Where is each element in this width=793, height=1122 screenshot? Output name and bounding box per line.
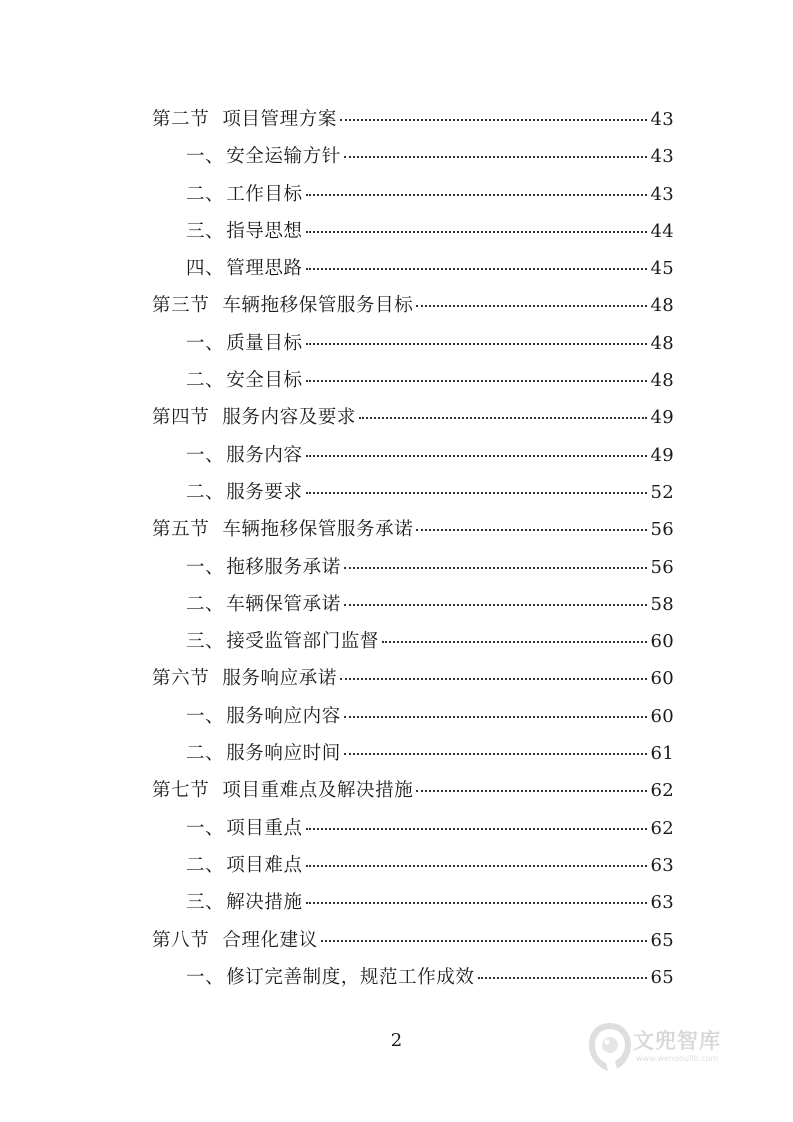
toc-entry[interactable] <box>152 325 674 362</box>
toc-leader-dots <box>306 828 648 830</box>
toc-entry-text: 工作目标 <box>226 183 303 205</box>
toc-entry[interactable] <box>152 287 674 324</box>
toc-entry-page: 63 <box>650 854 674 876</box>
toc-entry-prefix: 第三节 <box>152 295 210 317</box>
toc-entry-text: 项目管理方案 <box>222 109 337 130</box>
toc-entry-title <box>186 250 303 287</box>
toc-entry[interactable] <box>152 772 674 809</box>
toc-entry-title <box>186 847 303 884</box>
toc-entry-page: 60 <box>650 631 674 653</box>
toc-entry-text: 项目难点 <box>226 854 303 876</box>
toc-entry-title <box>186 586 341 623</box>
toc-entry-title <box>186 437 303 474</box>
toc-entry-prefix: 二、 <box>186 593 225 615</box>
toc-entry-page: 49 <box>650 444 674 466</box>
toc-entry-prefix: 二、 <box>186 743 225 765</box>
toc-entry-prefix: 第六节 <box>152 668 210 690</box>
toc-entry-title <box>186 176 303 213</box>
toc-leader-dots <box>344 753 648 755</box>
toc-entry-title <box>186 362 303 399</box>
toc-entry-text: 拖移服务承诺 <box>226 556 341 578</box>
watermark <box>586 1019 756 1079</box>
toc-entry[interactable] <box>152 623 674 660</box>
toc-entry-title <box>186 138 341 175</box>
toc-entry[interactable] <box>152 698 674 735</box>
toc-leader-dots <box>306 268 648 270</box>
toc-entry-title <box>186 884 303 921</box>
toc-entry-title <box>152 101 337 138</box>
toc-entry-text: 服务响应承诺 <box>222 668 337 690</box>
toc-entry-prefix: 一、 <box>186 556 225 578</box>
toc-entry-page: 56 <box>650 556 674 578</box>
toc-entry-prefix: 第五节 <box>152 519 210 541</box>
toc-leader-dots <box>344 156 648 158</box>
toc-entry-title <box>186 810 303 847</box>
toc-entry-prefix: 三、 <box>186 892 225 914</box>
toc-leader-dots <box>344 716 648 718</box>
toc-entry-text: 服务内容及要求 <box>222 407 357 429</box>
toc-leader-dots <box>416 305 647 307</box>
toc-entry-text: 安全运输方针 <box>226 146 341 168</box>
toc-entry-page: 48 <box>650 332 674 354</box>
toc-leader-dots <box>321 940 648 942</box>
toc-entry-title <box>152 772 413 809</box>
toc-entry-text: 项目重点 <box>226 817 303 839</box>
toc-entry[interactable] <box>152 101 674 138</box>
toc-entry-title <box>186 735 341 772</box>
toc-entry-page: 65 <box>650 966 674 988</box>
toc-entry-prefix: 第八节 <box>152 929 210 951</box>
toc-leader-dots <box>306 231 648 233</box>
toc-entry-prefix: 第二节 <box>152 109 210 130</box>
page-number: 2 <box>390 1030 403 1051</box>
toc-leader-dots <box>416 790 647 792</box>
toc-entry[interactable] <box>152 847 674 884</box>
toc-entry-text: 服务内容 <box>226 444 303 466</box>
toc-entry[interactable] <box>152 586 674 623</box>
toc-entry-page: 58 <box>650 593 674 615</box>
toc-entry-page: 43 <box>650 146 674 168</box>
toc-entry[interactable] <box>152 474 674 511</box>
toc-leader-dots <box>306 343 648 345</box>
toc-entry-text: 服务要求 <box>226 481 303 503</box>
toc-leader-dots <box>340 119 648 121</box>
toc-entry-page: 60 <box>650 668 674 690</box>
toc-entry-page: 43 <box>650 109 674 130</box>
toc-entry-title <box>186 325 303 362</box>
toc-entry-text: 车辆保管承诺 <box>226 593 341 615</box>
toc-entry-text: 管理思路 <box>226 258 303 280</box>
toc-leader-dots <box>478 977 648 979</box>
toc-entry-text: 指导思想 <box>226 220 303 242</box>
toc-entry-text: 解决措施 <box>226 892 303 914</box>
toc-entry[interactable] <box>152 399 674 436</box>
watermark-brand: 文兜智库 <box>633 1029 721 1053</box>
toc-entry[interactable] <box>152 250 674 287</box>
toc-entry[interactable] <box>152 213 674 250</box>
toc-entry-title <box>152 660 337 697</box>
toc-entry[interactable] <box>152 362 674 399</box>
toc-entry-page: 45 <box>650 258 674 280</box>
toc-entry-text: 服务响应时间 <box>226 743 341 765</box>
toc-entry-text: 服务响应内容 <box>226 705 341 727</box>
toc-entry-page: 62 <box>650 817 674 839</box>
toc-entry-page: 48 <box>650 370 674 392</box>
toc-entry-title <box>186 474 303 511</box>
toc-leader-dots <box>306 380 648 382</box>
toc-entry-text: 合理化建议 <box>222 929 318 951</box>
toc-leader-dots <box>359 417 647 419</box>
toc-entry-page: 48 <box>650 295 674 317</box>
toc-entry-page: 65 <box>650 929 674 951</box>
toc-entry-page: 62 <box>650 780 674 802</box>
toc-entry-prefix: 三、 <box>186 220 225 242</box>
toc-entry-title <box>186 623 379 660</box>
toc-entry-text: 接受监管部门监督 <box>226 631 380 653</box>
toc-entry-page: 52 <box>650 481 674 503</box>
toc-leader-dots <box>306 492 648 494</box>
toc-entry-title <box>152 922 318 959</box>
toc-entry-title <box>152 399 356 436</box>
toc-entry-title <box>186 959 475 996</box>
toc-leader-dots <box>306 865 648 867</box>
toc-entry-prefix: 第四节 <box>152 407 210 429</box>
toc-entry[interactable] <box>152 660 674 697</box>
toc-leader-dots <box>382 641 647 643</box>
toc-entry-prefix: 二、 <box>186 183 225 205</box>
toc-entry-page: 56 <box>650 519 674 541</box>
toc-leader-dots <box>344 604 648 606</box>
toc-entry[interactable] <box>152 884 674 921</box>
toc-entry-prefix: 一、 <box>186 817 225 839</box>
watermark-url: www.wendoulib.com <box>636 1054 719 1063</box>
toc-entry-prefix: 三、 <box>186 631 225 653</box>
toc-entry[interactable] <box>152 959 674 996</box>
toc-entry-page: 63 <box>650 892 674 914</box>
toc-entry[interactable] <box>152 810 674 847</box>
toc-entry[interactable] <box>152 922 674 959</box>
toc-entry-text: 安全目标 <box>226 370 303 392</box>
toc-entry-page: 61 <box>650 743 674 765</box>
toc-entry-title <box>186 213 303 250</box>
toc-entry[interactable] <box>152 735 674 772</box>
toc-entry-title <box>186 549 341 586</box>
toc-entry-prefix: 一、 <box>186 444 225 466</box>
toc-entry-prefix: 一、 <box>186 966 225 988</box>
toc-entry[interactable] <box>152 511 674 548</box>
toc-entry-title <box>186 698 341 735</box>
toc-entry-prefix: 二、 <box>186 481 225 503</box>
toc-entry[interactable] <box>152 138 674 175</box>
toc-entry-title <box>152 511 413 548</box>
toc-entry[interactable] <box>152 437 674 474</box>
table-of-contents <box>152 101 674 996</box>
toc-entry-prefix: 一、 <box>186 332 225 354</box>
toc-entry-page: 60 <box>650 705 674 727</box>
toc-leader-dots <box>306 902 648 904</box>
toc-entry-title <box>152 287 413 324</box>
toc-entry-prefix: 一、 <box>186 705 225 727</box>
toc-entry-text: 项目重难点及解决措施 <box>222 780 414 802</box>
toc-entry-page: 49 <box>650 407 674 429</box>
toc-entry[interactable] <box>152 549 674 586</box>
toc-entry-prefix: 第七节 <box>152 780 210 802</box>
toc-entry-prefix: 二、 <box>186 370 225 392</box>
toc-leader-dots <box>306 194 648 196</box>
toc-entry-page: 43 <box>650 183 674 205</box>
toc-entry-text: 车辆拖移保管服务目标 <box>222 295 414 317</box>
watermark-logo-icon <box>586 1019 634 1075</box>
toc-entry-text: 修订完善制度，规范工作成效 <box>226 966 475 988</box>
toc-entry-prefix: 二、 <box>186 854 225 876</box>
toc-leader-dots <box>344 567 648 569</box>
toc-entry-prefix: 四、 <box>186 258 225 280</box>
toc-leader-dots <box>416 529 647 531</box>
toc-entry[interactable] <box>152 176 674 213</box>
toc-entry-prefix: 一、 <box>186 146 225 168</box>
toc-entry-text: 车辆拖移保管服务承诺 <box>222 519 414 541</box>
toc-entry-page: 44 <box>650 220 674 242</box>
toc-leader-dots <box>340 678 648 680</box>
toc-entry-text: 质量目标 <box>226 332 303 354</box>
toc-leader-dots <box>306 455 648 457</box>
